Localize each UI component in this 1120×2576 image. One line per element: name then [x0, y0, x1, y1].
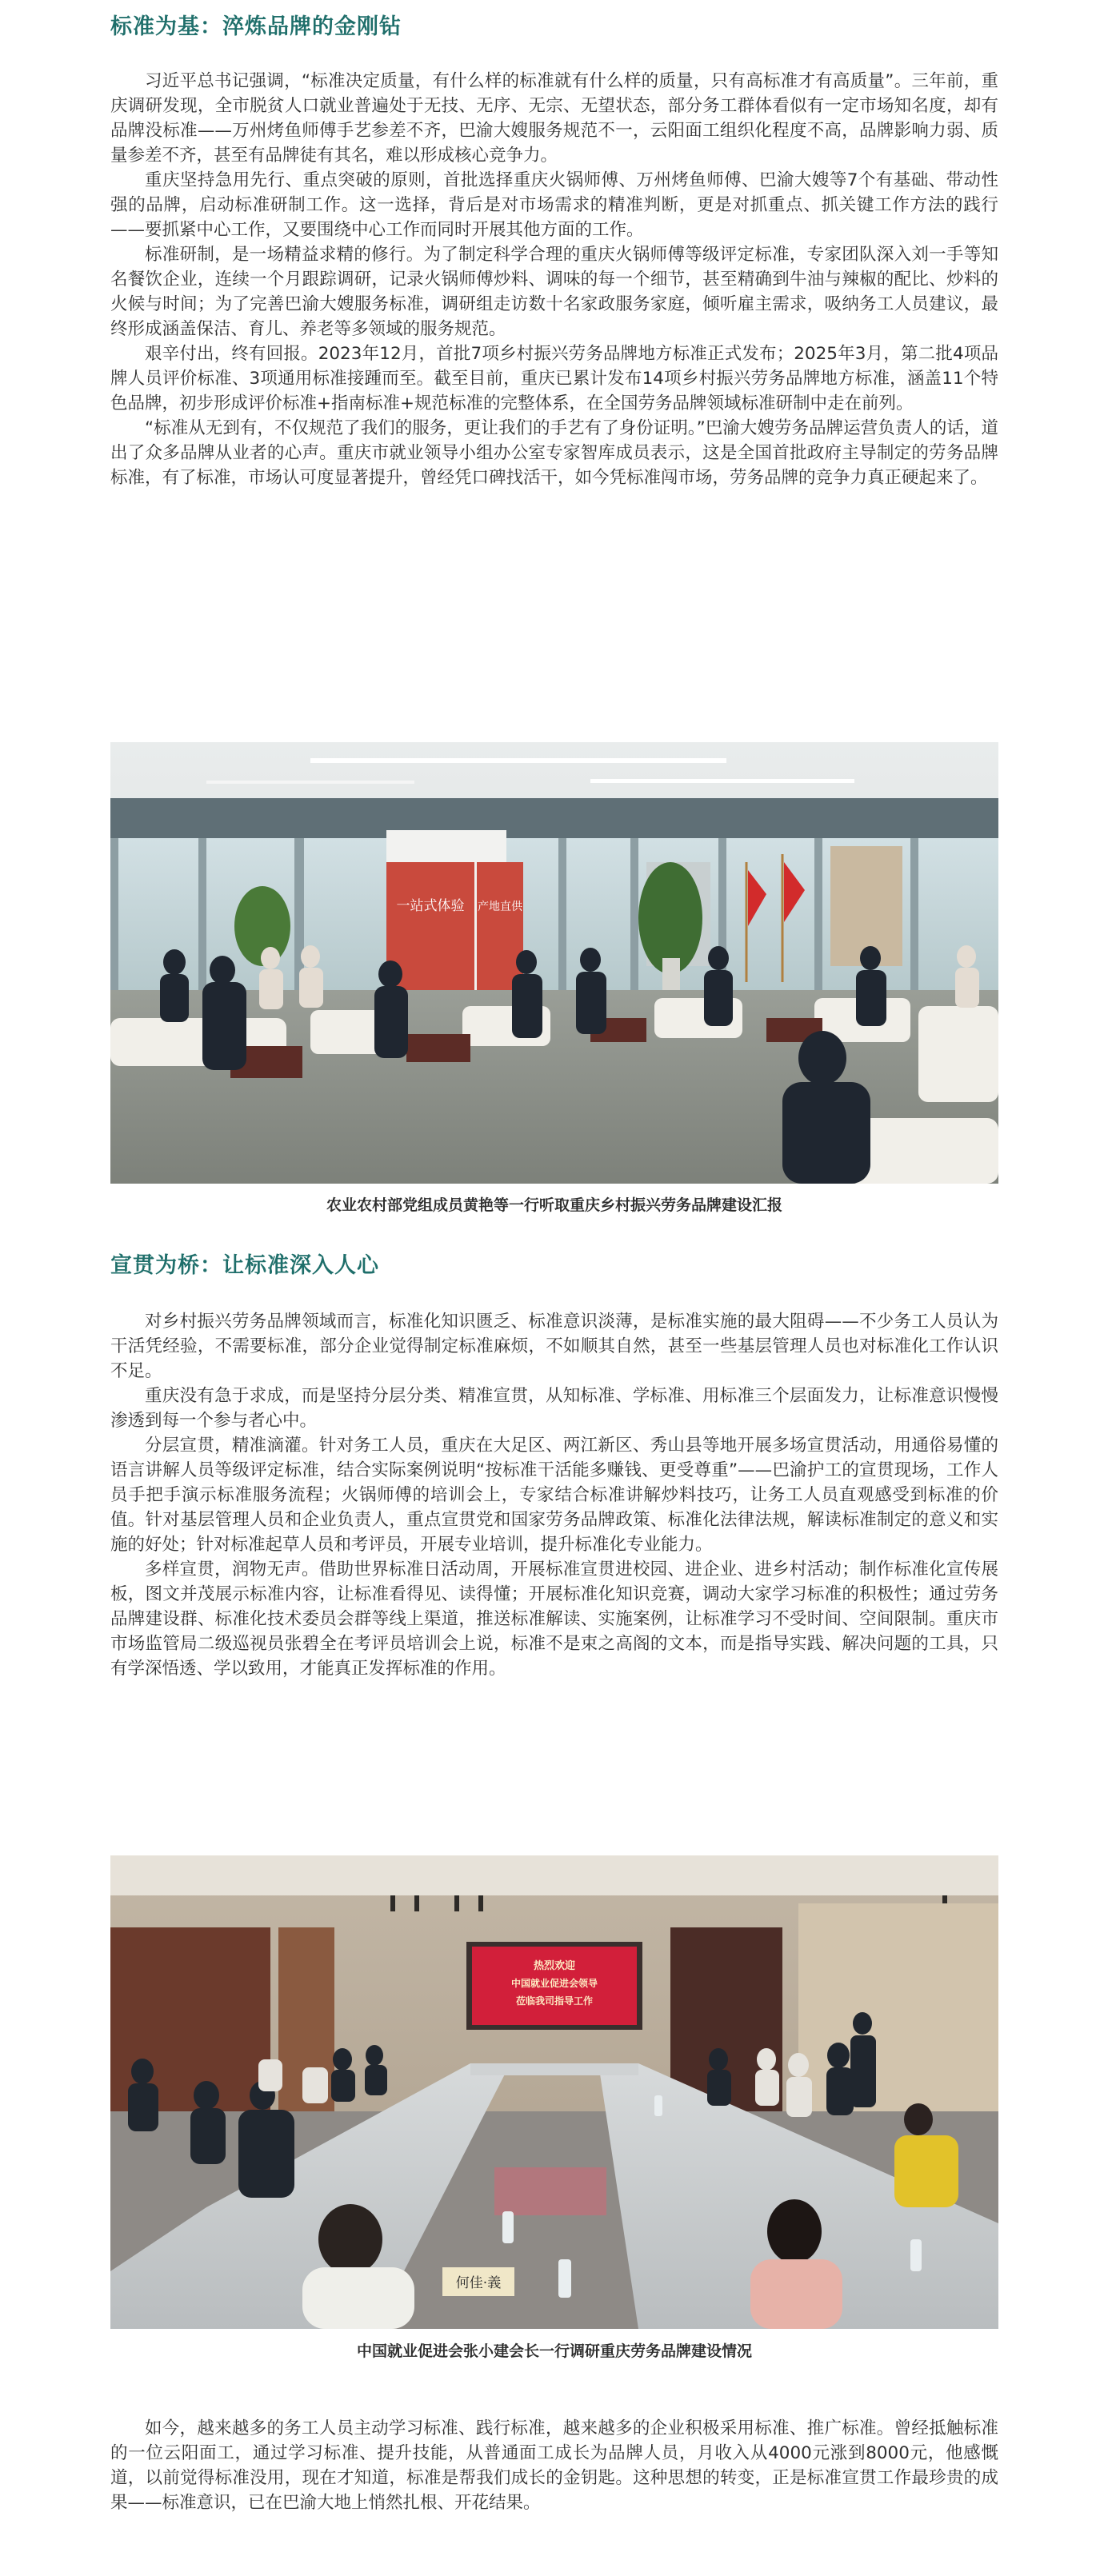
- paragraph: “标准从无到有，不仅规范了我们的服务，更让我们的手艺有了身份证明。”巴渝大嫂劳务品牌运营负责人的话，道出了众多品牌从业者的心声。重庆市就业领导小组办公室专家智库成员表示，这是全国首批政府主导制定的劳务品牌标准，有了标准，市场认可度显著提升，曾经凭口碑找活干，如今凭标准闯市场，劳务品牌的竞争力真正硬起来了。: [110, 418, 998, 488]
- section1-body: [110, 69, 998, 490]
- screen-line-2: 中国就业促进会领导: [510, 1978, 598, 1989]
- paragraph: 多样宣贯，润物无声。借助世界标准日活动周，开展标准宣贯进校园、进企业、进乡村活动；制作标准化宣传展板，图文并茂展示标准内容，让标准看得见、读得懂；开展标准化知识竞赛，调动大家学习标准的积极性；通过劳务品牌建设群、标准化技术委员会群等线上渠道，推送标准解读、实施案例，让标准学习不受时间、空间限制。重庆市市场监管局二级巡视员张碧全在考评员培训会上说，标准不是束之高阁的文本，而是指导实践、解决问题的工具，只有学深悟透、学以致用，才能真正发挥标准的作用。: [110, 1560, 998, 1679]
- paragraph: 标准研制，是一场精益求精的修行。为了制定科学合理的重庆火锅师傅等级评定标准，专家团队深入刘一手等知名餐饮企业，连续一个月跟踪调研，记录火锅师傅炒料、调味的每一个细节，甚至精确到牛油与辣椒的配比、炒料的火候与时间；为了完善巴渝大嫂服务标准，调研组走访数十名家政服务家庭，倾听雇主需求，吸纳务工人员建议，最终形成涵盖保洁、育儿、养老等多领域的服务规范。: [110, 245, 998, 339]
- banner-right-text: 产地直供: [478, 901, 522, 913]
- section-heading-promotion: 宣贯为桥：让标准深入人心: [110, 1253, 379, 1278]
- nameplate-text: 何佳·義: [455, 2275, 502, 2291]
- conference-photo-illustration: [110, 1855, 998, 2329]
- paragraph: 重庆没有急于求成，而是坚持分层分类、精准宣贯，从知标准、学标准、用标准三个层面发力，让标准意识慢慢渗透到每一个参与者心中。: [110, 1386, 998, 1431]
- photo-caption: 农业农村部党组成员黄艳等一行听取重庆乡村振兴劳务品牌建设汇报: [326, 1196, 782, 1214]
- conference-photo: [110, 1855, 998, 2329]
- paragraph: 分层宣贯，精准滴灌。针对务工人员，重庆在大足区、两江新区、秀山县等地开展多场宣贯活动，用通俗易懂的语言讲解人员等级评定标准，结合实际案例说明“按标准干活能多赚钱、更受尊重”——巴渝护工的宣贯现场，工作人员手把手演示标准服务流程；火锅师傅的培训会上，专家结合标准讲解炒料技巧，让务工人员直观感受到标准的价值。针对基层管理人员和企业负责人，重点宣贯党和国家劳务品牌政策、标准化法律法规，解读标准制定的意义和实施的好处；针对标准起草人员和考评员，开展专业培训，提升标准化专业能力。: [110, 1436, 998, 1555]
- screen-line-3: 莅临我司指导工作: [515, 1995, 594, 2007]
- closing-body: [110, 2416, 998, 2515]
- paragraph: 艰辛付出，终有回报。2023年12月，首批7项乡村振兴劳务品牌地方标准正式发布；2025年3月，第二批4项品牌人员评价标准、3项通用标准接踵而至。截至目前，重庆已累计发布14项乡村振兴劳务品牌地方标准，涵盖11个特色品牌，初步形成评价标准+指南标准+规范标准的完整体系，在全国劳务品牌领域标准研制中走在前列。: [110, 344, 998, 413]
- paragraph: 重庆坚持急用先行、重点突破的原则，首批选择重庆火锅师傅、万州烤鱼师傅、巴渝大嫂等7个有基础、带动性强的品牌，启动标准研制工作。这一选择，背后是对市场需求的精准判断，更是对抓重点、抓关键工作方法的践行——要抓紧中心工作，又要围绕中心工作而同时开展其他方面的工作。: [110, 170, 998, 240]
- photo-caption: 中国就业促进会张小建会长一行调研重庆劳务品牌建设情况: [356, 2342, 752, 2360]
- paragraph: 如今，越来越多的务工人员主动学习标准、践行标准，越来越多的企业积极采用标准、推广标准。曾经抵触标准的一位云阳面工，通过学习标准、提升技能，从普通面工成长为品牌人员，月收入从4000元涨到8000元，他感慨道，以前觉得标准没用，现在才知道，标准是帮我们成长的金钥匙。这种思想的转变，正是标准宣贯工作最珍贵的成果——标准意识，已在巴渝大地上悄然扎根、开花结果。: [110, 2418, 998, 2513]
- paragraph: 对乡村振兴劳务品牌领域而言，标准化知识匮乏、标准意识淡薄，是标准实施的最大阻碍——不少务工人员认为干活凭经验，不需要标准，部分企业觉得制定标准麻烦，不如顺其自然，甚至一些基层管理人员也对标准化工作认识不足。: [110, 1312, 998, 1381]
- banner-left-text: 一站式体验: [396, 898, 465, 914]
- section2-body: [110, 1309, 998, 1681]
- section-heading-standards: 标准为基：淬炼品牌的金刚钻: [110, 14, 402, 39]
- meeting-photo: [110, 742, 998, 1184]
- meeting-photo-illustration: [110, 742, 998, 1184]
- paragraph: 习近平总书记强调，“标准决定质量，有什么样的标准就有什么样的质量，只有高标准才有高质量”。三年前，重庆调研发现，全市脱贫人口就业普遍处于无技、无序、无宗、无望状态，部分务工群体看似有一定市场知名度，却有品牌没标准——万州烤鱼师傅手艺参差不齐，巴渝大嫂服务规范不一，云阳面工组织化程度不高，品牌影响力弱、质量参差不齐，甚至有品牌徒有其名，难以形成核心竞争力。: [110, 71, 998, 166]
- screen-line-1: 热烈欢迎: [533, 1960, 576, 1972]
